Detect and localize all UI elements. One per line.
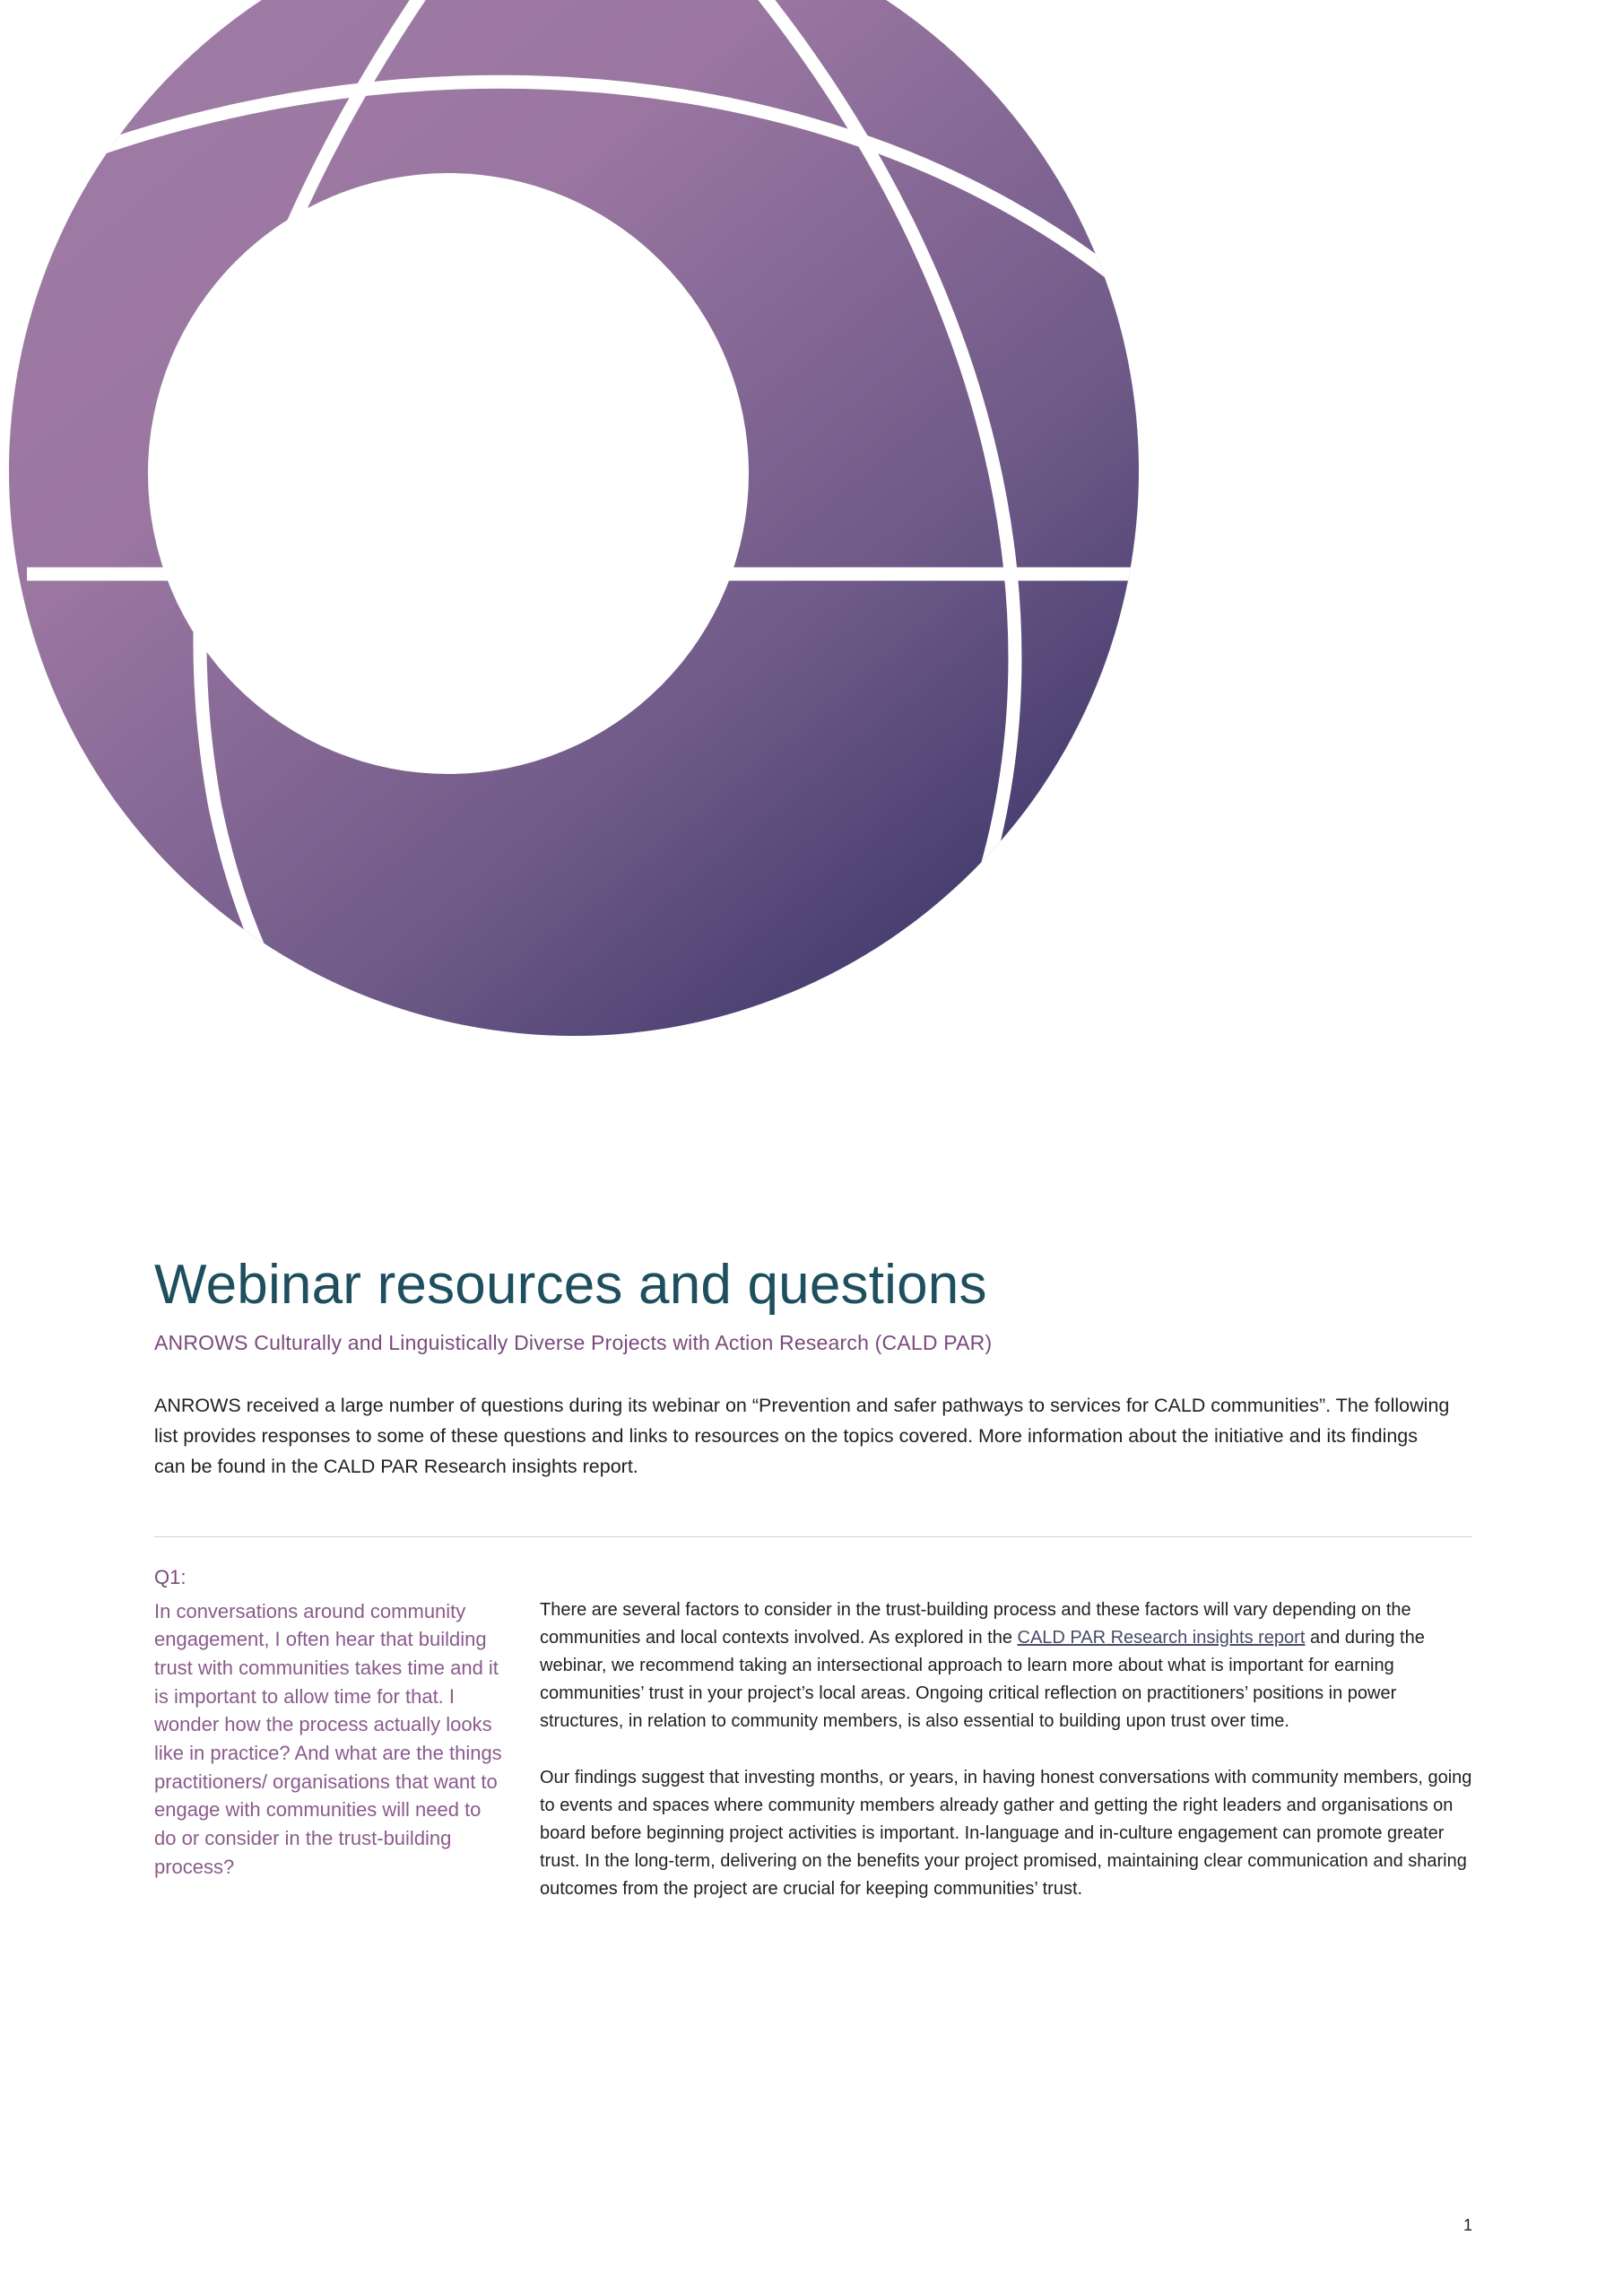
answer-text-after-link: and during the webinar, we recommend taking an intersectional approach to learn more about what is important for earning communities’ trust in your project’s local areas. Ongoing critical reflection on practitioners’ positions in power structures, in relation to community members, is also essential to building upon trust over time.: [540, 1627, 1425, 1731]
section-divider: [154, 1536, 1472, 1537]
answer-column: [540, 1564, 1472, 1903]
question-column: [154, 1564, 540, 1903]
question-text: In conversations around community engagement, I often hear that building trust with communities takes time and it is important to allow time for that. I wonder how the process actually looks like in practice? And what are the things practitioners/ organisations that want to engage with communities will need to do or consider in the trust-building process?: [154, 1599, 502, 1878]
cald-par-report-link[interactable]: CALD PAR Research insights report: [1017, 1627, 1306, 1648]
qa-block: [154, 1564, 1472, 1903]
page-title: Webinar resources and questions: [154, 1254, 987, 1316]
intro-paragraph: ANROWS received a large number of questions during its webinar on “Prevention and safer pathways to services for CALD communities”. The following list provides responses to some of these questions and links to resources on the topics covered. More information about the initiative and its findings can be found in the CALD PAR Research insights report.: [154, 1394, 1450, 1477]
answer-text-before-link: There are several factors to consider in the trust-building process and these factors will vary depending on the communities and local contexts involved. As explored in the: [540, 1599, 1411, 1648]
document-body: [154, 1256, 1472, 1903]
question-label: Q1:: [154, 1565, 187, 1588]
page-number: 1: [1462, 2216, 1472, 2234]
answer-paragraph-1: [540, 1596, 1472, 1735]
page-subtitle: ANROWS Culturally and Linguistically Diverse Projects with Action Research (CALD PAR): [154, 1330, 993, 1354]
answer-paragraph-2: Our findings suggest that investing months, or years, in having honest conversations with community members, going to events and spaces where community members already gather and getting the right leaders and organisations on board before beginning project activities is important. In-language and in-culture engagement can promote greater trust. In the long-term, delivering on the benefits your project promised, maintaining clear communication and sharing outcomes from the project are crucial for keeping communities’ trust.: [540, 1767, 1472, 1899]
